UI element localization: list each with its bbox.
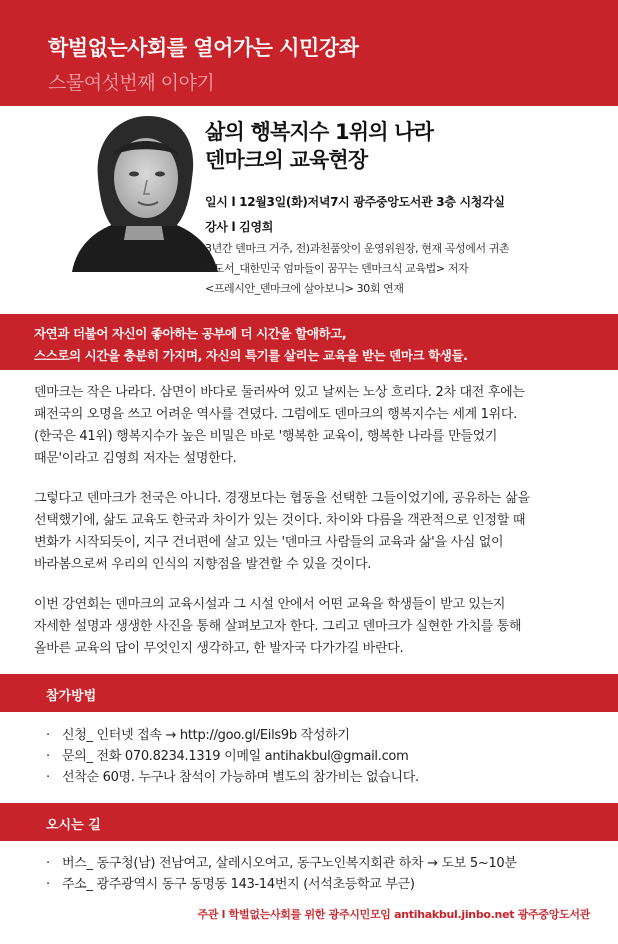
speaker-photo bbox=[68, 108, 220, 272]
list-item: · 선착순 60명. 누구나 참석이 가능하며 별도의 참가비는 없습니다. bbox=[46, 767, 419, 788]
directions-list bbox=[46, 853, 517, 895]
directions-header bbox=[0, 803, 618, 841]
bullet-icon: · bbox=[46, 877, 50, 892]
body-line: 바라봄으로써 우리의 인식의 지향점을 발견할 수 있을 것이다. bbox=[34, 557, 372, 572]
lecture-schedule: 일시 l 12월3일(화)저녁7시 광주중앙도서관 3층 시청각실 bbox=[205, 195, 505, 209]
lecture-title-line1: 삶의 행복지수 1위의 나라 bbox=[205, 120, 434, 144]
list-item: · 문의_ 전화 070.8234.1319 이메일 antihakbul@gmail.com bbox=[46, 746, 419, 767]
list-item: · 신청_ 인터넷 접속 → http://goo.gl/Eils9b 작성하기 bbox=[46, 725, 419, 746]
banner-line: 스스로의 시간을 충분히 가지며, 자신의 특기를 살리는 교육을 받는 덴마크 학생들. bbox=[34, 348, 468, 363]
participation-list bbox=[46, 725, 419, 788]
participation-header bbox=[0, 674, 618, 712]
speaker-portrait-image bbox=[68, 108, 220, 272]
body-line: 때문'이라고 김영희 저자는 설명한다. bbox=[34, 451, 237, 466]
speaker-name: 강사 l 김영희 bbox=[205, 220, 274, 234]
participation-heading: 참가방법 bbox=[46, 689, 97, 704]
body-line: (한국은 41위) 행복지수가 높은 비밀은 바로 '행복한 교육이, 행복한 나라를 만들었기 bbox=[34, 429, 498, 444]
series-title: 학벌없는사회를 열어가는 시민강좌 bbox=[48, 36, 359, 60]
directions-heading: 오시는 길 bbox=[46, 818, 101, 833]
body-line: 선택했기에, 삶도 교육도 한국과 차이가 있는 것이다. 차이와 다름을 객관적으로 인정할 때 bbox=[34, 513, 526, 528]
body-paragraph-2 bbox=[34, 488, 592, 576]
body-line: 그렇다고 덴마크가 천국은 아니다. 경쟁보다는 협동을 선택한 그들이었기에, 공유하는 삶을 bbox=[34, 491, 530, 506]
list-item: · 주소_ 광주광역시 동구 동명동 143-14번지 (서석초등학교 부근) bbox=[46, 874, 517, 895]
lecture-title bbox=[205, 118, 433, 174]
bullet-icon: · bbox=[46, 856, 50, 871]
lecture-title-line2: 덴마크의 교육현장 bbox=[205, 148, 368, 172]
body-paragraph-1 bbox=[34, 382, 592, 470]
highlight-banner bbox=[0, 314, 618, 370]
speaker-bio-line: <도서_대한민국 엄마들이 꿈꾸는 덴마크식 교육법> 저자 bbox=[205, 262, 469, 275]
header-banner bbox=[0, 0, 618, 106]
body-line: 변화가 시작되듯이, 지구 건너편에 살고 있는 '덴마크 사람들의 교육과 삶'을 사심 없이 bbox=[34, 535, 504, 550]
body-paragraph-3 bbox=[34, 594, 592, 660]
bullet-icon: · bbox=[46, 770, 50, 785]
bullet-icon: · bbox=[46, 728, 50, 743]
speaker-bio-line: <프레시안_덴마크에 살아보니> 30회 연재 bbox=[205, 282, 404, 295]
bullet-icon: · bbox=[46, 749, 50, 764]
body-line: 이번 강연회는 덴마크의 교육시설과 그 시설 안에서 어떤 교육을 학생들이 받고 있는지 bbox=[34, 597, 506, 612]
speaker-bio-line: 3년간 덴마크 거주, 전)과천품앗이 운영위원장, 현재 곡성에서 귀촌 bbox=[205, 242, 510, 255]
series-subtitle: 스물여섯번째 이야기 bbox=[48, 72, 215, 94]
body-line: 패전국의 오명을 쓰고 어려운 역사를 견뎠다. 그럼에도 덴마크의 행복지수는 세계 1위다. bbox=[34, 407, 517, 422]
organizer-footer: 주관 l 학벌없는사회를 위한 광주시민모임 antihakbul.jinbo.net 광주중앙도서관 bbox=[197, 908, 590, 921]
body-line: 덴마크는 작은 나라다. 삼면이 바다로 둘러싸여 있고 날씨는 노상 흐리다. 2차 대전 후에는 bbox=[34, 385, 525, 400]
list-item: · 버스_ 동구청(남) 전남여고, 살레시오여고, 동구노인복지회관 하차 → 도보 5~10분 bbox=[46, 853, 517, 874]
body-line: 자세한 설명과 생생한 사진을 통해 살펴보고자 한다. 그리고 덴마크가 실현한 가치를 통해 bbox=[34, 619, 522, 634]
banner-line: 자연과 더불어 자신이 좋아하는 공부에 더 시간을 할애하고, bbox=[34, 326, 347, 341]
body-line: 올바른 교육의 답이 무엇인지 생각하고, 한 발자국 다가가길 바란다. bbox=[34, 641, 404, 656]
